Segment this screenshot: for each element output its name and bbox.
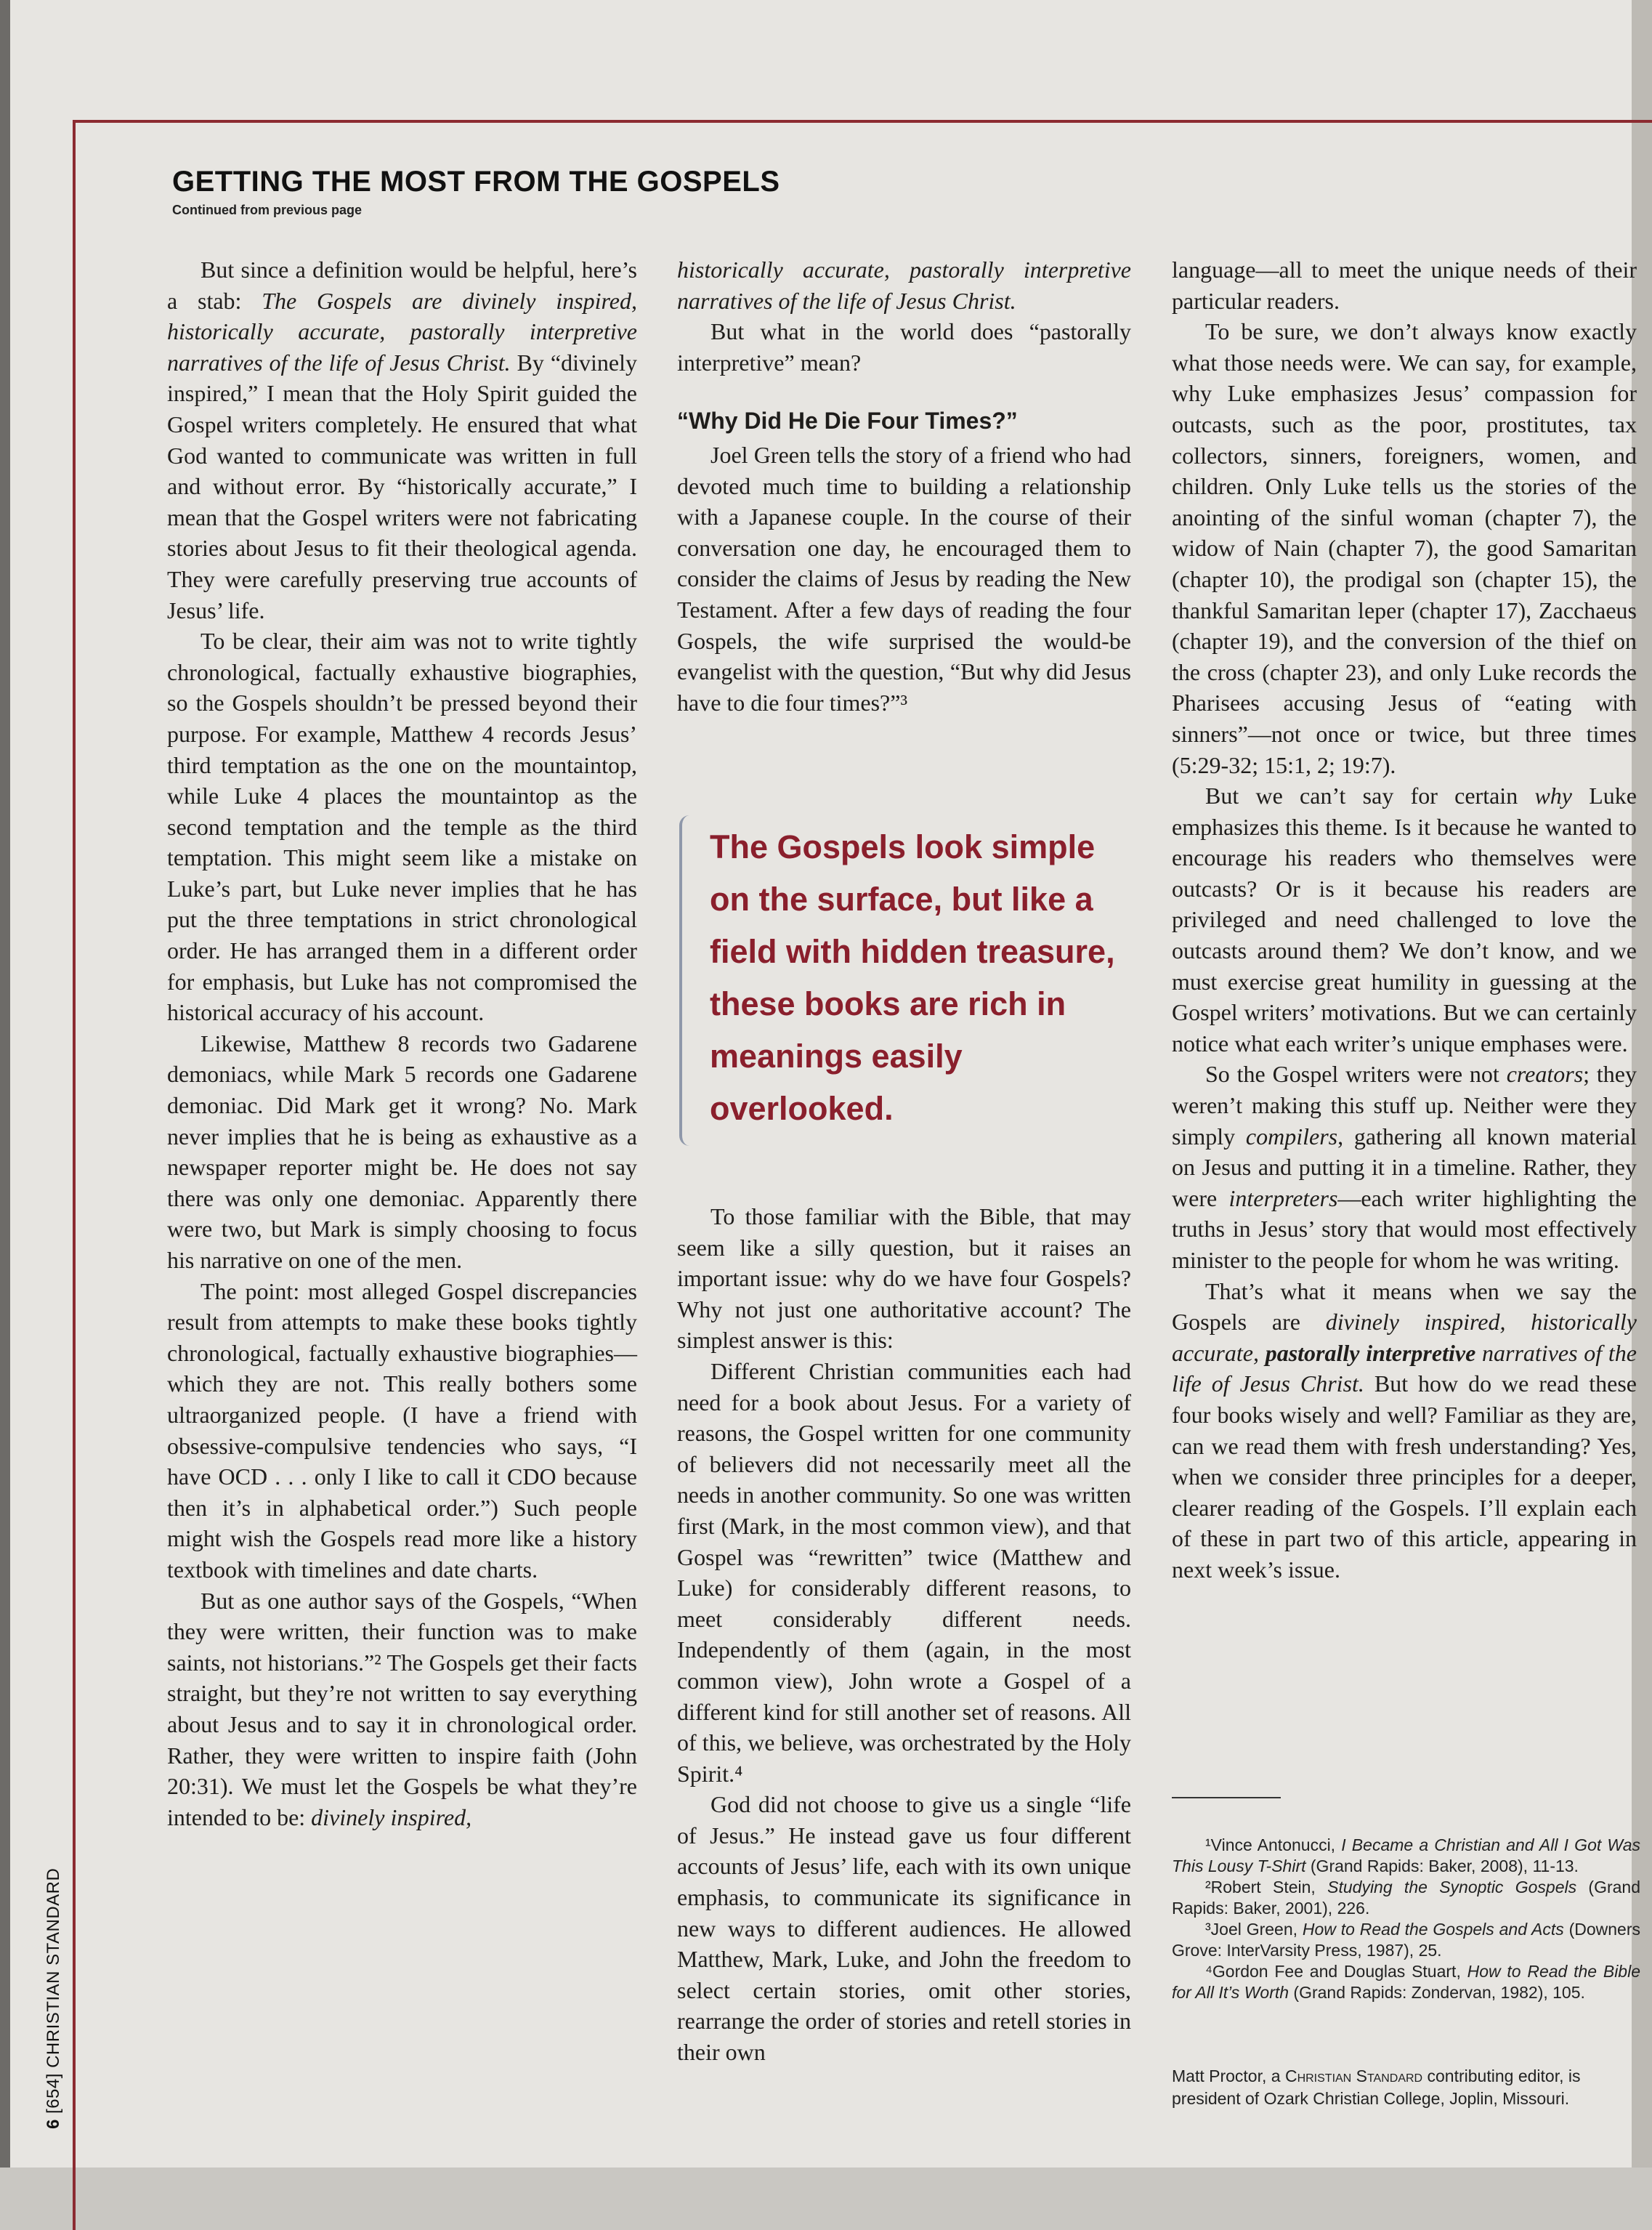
paragraph: Different Christian communities each had need for a book about Jesus. For a variety of reasons, the Gospel written for one community of believers did not necessarily meet all the needs in another community. So one was written first (Mark, in the most common view), and that Gospel was “rewritten” twice (Matthew and Luke) for considerably different reasons, to meet considerably different needs. Independently of them (again, in the most common view), John wrote a Gospel of a different kind for still another set of reasons. All of this, we believe, was orchestrated by the Holy Spirit.⁴ [677, 1357, 1131, 1787]
paragraph [1172, 780, 1637, 1059]
paragraph: Likewise, Matthew 8 records two Gadarene demoniacs, while Mark 5 records one Gadarene demoniac. Did Mark get it wrong? No. Mark never implies that he is being as exhaustive as a newspaper reporter might be. He does not say there was only one demoniac. Apparently there were two, but Mark is simply choosing to focus his narrative on one of the men. [167, 1030, 637, 1273]
text-run: So the Gospel writers were not [1205, 1061, 1507, 1088]
continued-note: Continued from previous page [172, 203, 363, 217]
text-run-italic: creators [1506, 1061, 1584, 1088]
footnote [1172, 1919, 1640, 1961]
text-run-italic: compilers [1245, 1123, 1338, 1150]
paragraph: The point: most alleged Gospel discrepancies result from attempts to make these books tightly chronological, factually exhaustive biographies—which they are not. This really bothers some ultraorganized people. (I have a friend with obsessive-compulsive tendencies who says, “I have OCD . . . only I like to call it CDO because then it’s in alphabetical order.”) Such people might wish the Gospels read more like a history textbook with timelines and date charts. [167, 1277, 637, 1583]
text-run: ⁴Gordon Fee and Douglas Stuart, [1205, 1962, 1467, 1981]
text-run: But as one author says of the Gospels, “When they were written, their function was to make saints, not historians.”² The Gospels get their facts straight, but they’re not written to say everything about Jesus and to say it in chronological order. Rather, they were written to inspire faith (John 20:31). We must let the Gospels be what they’re intended to be: [167, 1587, 637, 1830]
paragraph: To be sure, we don’t always know exactly what those needs were. We can say, for example, why Luke emphasizes Jesus’ compassion for outcasts, such as the poor, prostitutes, tax collectors, sinners, foreigners, women, and children. Only Luke tells us the stories of the anointing of the sinful woman (chapter 7), the widow of Nain (chapter 7), the good Samaritan (chapter 10), the prodigal son (chapter 15), the thankful Samaritan leper (chapter 17), Zacchaeus (chapter 19), and the conversion of the thief on the cross (chapter 23), and only Luke records the Pharisees accusing Jesus of “eating with sinners”—not once or twice, but three times (5:29-32; 15:1, 2; 19:7). [1172, 318, 1637, 778]
book-title: How to Read the Gospels and Acts [1302, 1920, 1564, 1939]
magazine-name: CHRISTIAN STANDARD [44, 1867, 63, 2068]
paragraph: Joel Green tells the story of a friend who had devoted much time to building a relationship with a Japanese couple. In the course of their conversation one day, he encouraged them to consider the claims of Jesus by reading the New Testament. After a few days of reading the four Gospels, the wife surprised the would-be evangelist with the question, “But why did Jesus have to die four times?”³ [677, 441, 1131, 716]
footnote [1172, 1835, 1640, 1877]
paragraph [1172, 1276, 1637, 1585]
text-run-italic: why [1534, 783, 1572, 809]
footnote-divider [1172, 1797, 1281, 1798]
page-number: 6 [44, 2119, 63, 2129]
text-run: ³Joel Green, [1205, 1920, 1303, 1939]
footnote [1172, 1961, 1640, 2003]
text-run: But how do we read these four books wisely and well? Familiar as they are, can we read them with fresh understanding? Yes, when we consider three principles for a deeper, clearer reading of the Gospels. I’ll explain each of these in part two of this article, appearing in next week’s issue. [1172, 1370, 1637, 1583]
paragraph [167, 1585, 637, 1833]
paragraph: God did not choose to give us a single “life of Jesus.” He instead gave us four different accounts of Jesus’ life, each with its own unique emphasis, to communicate its significance in new ways to different audiences. He allowed Matthew, Mark, Luke, and John the freedom to select certain stories, omit other stories, rearrange the order of stories and retell stories in their own [677, 1791, 1131, 2066]
book-title: Studying the Synoptic Gospels [1327, 1878, 1577, 1896]
magazine-name: Christian Standard [1284, 2067, 1423, 2085]
text-run: contributing editor, is president of Ozark Christian College, Joplin, Missouri. [1172, 2067, 1581, 2108]
footnote [1172, 1877, 1640, 1919]
text-run: That’s what it means when we say the Gospels are [1172, 1277, 1637, 1336]
text-run-bold-italic: pastorally interpretive [1265, 1339, 1476, 1366]
text-run: (Grand Rapids: Baker, 2001), 226. [1172, 1878, 1640, 1918]
column-1 [167, 254, 637, 1833]
text-run: (Downers Grove: InterVarsity Press, 1987), 25. [1172, 1920, 1640, 1960]
text-run: —each writer highlighting the truths in Jesus’ story that would most effectively minister to the people for whom he was writing. [1172, 1184, 1637, 1273]
column-2-bottom [677, 1201, 1131, 2068]
definition-italic: The Gospels are divinely inspired, historically accurate, pastorally interpretive narratives of the life of Jesus Christ. [167, 287, 638, 376]
text-run: Luke emphasizes this theme. Is it because he wanted to encourage his readers who themselves were outcasts? Or is it because his readers are privileged and need challenged to love the outcasts around them? We don’t know, and we must exercise great humility in guessing at the Gospel writers’ motivations. But we can certainly notice what each writer’s unique emphases were. [1172, 783, 1637, 1057]
text-run-italic: narratives of the life of Jesus Christ. [1172, 1339, 1637, 1397]
paragraph [167, 254, 637, 626]
text-run: ; they weren’t making this stuff up. Neither were they simply [1172, 1061, 1637, 1150]
page-binding-shadow [0, 0, 10, 2168]
footnotes [1172, 1835, 1640, 2003]
text-run: ¹Vince Antonucci, [1205, 1835, 1342, 1854]
paragraph: To those familiar with the Bible, that may seem like a silly question, but it raises an important issue: why do we have four Gospels? Why not just one authoritative account? The simplest answer is this: [677, 1203, 1131, 1354]
text-run: , gathering all known material on Jesus and putting it in a timeline. Rather, they were [1172, 1123, 1637, 1211]
text-run-italic: historically accurate, pastorally interpretive narratives of the life of Jesus Christ. [677, 256, 1131, 314]
text-run-italic: divinely inspired, [311, 1803, 472, 1830]
issue-page-number: [654] [44, 2073, 63, 2114]
article-title: GETTING THE MOST FROM THE GOSPELS [172, 166, 780, 198]
page-folio [44, 1868, 64, 2129]
paragraph: To be clear, their aim was not to write tightly chronological, factually exhaustive biographies, so the Gospels shouldn’t be pressed beyond their purpose. For example, Matthew 4 records Jesus’ third temptation as the one on the mountaintop, while Luke 4 places the mountaintop as the second temptation and the temple as the third temptation. This might seem like a mistake on Luke’s part, but Luke never implies that he has put the three temptations in strict chronological order. He has arranged them in a different order for emphasis, but Luke has not compromised the historical accuracy of his account. [167, 628, 637, 1026]
paragraph [1172, 1059, 1637, 1275]
pull-quote: The Gospels look simple on the surface, but like a field with hidden treasure, these books are rich in meanings easily overlooked. [679, 815, 1115, 1146]
text-run: (Grand Rapids: Zondervan, 1982), 105. [1289, 1983, 1585, 2002]
section-subhead: “Why Did He Die Four Times?” [677, 408, 1018, 435]
text-run: ²Robert Stein, [1205, 1878, 1328, 1896]
paragraph: language—all to meet the unique needs of their particular readers. [1172, 256, 1637, 314]
text-run-italic: interpreters [1228, 1184, 1338, 1211]
text-run: But we can’t say for certain [1205, 783, 1535, 809]
column-2-top [677, 254, 1131, 718]
text-run-italic: divinely inspired, historically accurate, [1172, 1309, 1637, 1366]
text-run: But since a definition would be helpful, here’s a stab: [167, 256, 637, 314]
book-title: How to Read the Bible for All It’s Worth [1172, 1962, 1640, 2002]
text-run: By “divinely inspired,” I mean that the Holy Spirit guided the Gospel writers completely. He ensured that what God wanted to communicate was written in full and without error. By “historically accurate,” I mean that the Gospel writers were not fabricating stories about Jesus to fit their theological agenda. They were carefully preserving true accounts of Jesus’ life. [167, 349, 637, 623]
author-bio [1172, 2065, 1640, 2110]
text-run: (Grand Rapids: Baker, 2008), 11-13. [1305, 1857, 1579, 1875]
column-3 [1172, 254, 1637, 1585]
book-title: I Became a Christian and All I Got Was This Lousy T-Shirt [1172, 1835, 1641, 1875]
article-header [172, 166, 780, 218]
text-run: Matt Proctor, a [1172, 2067, 1285, 2085]
paragraph: But what in the world does “pastorally interpretive” mean? [677, 318, 1131, 376]
paragraph [677, 254, 1131, 316]
